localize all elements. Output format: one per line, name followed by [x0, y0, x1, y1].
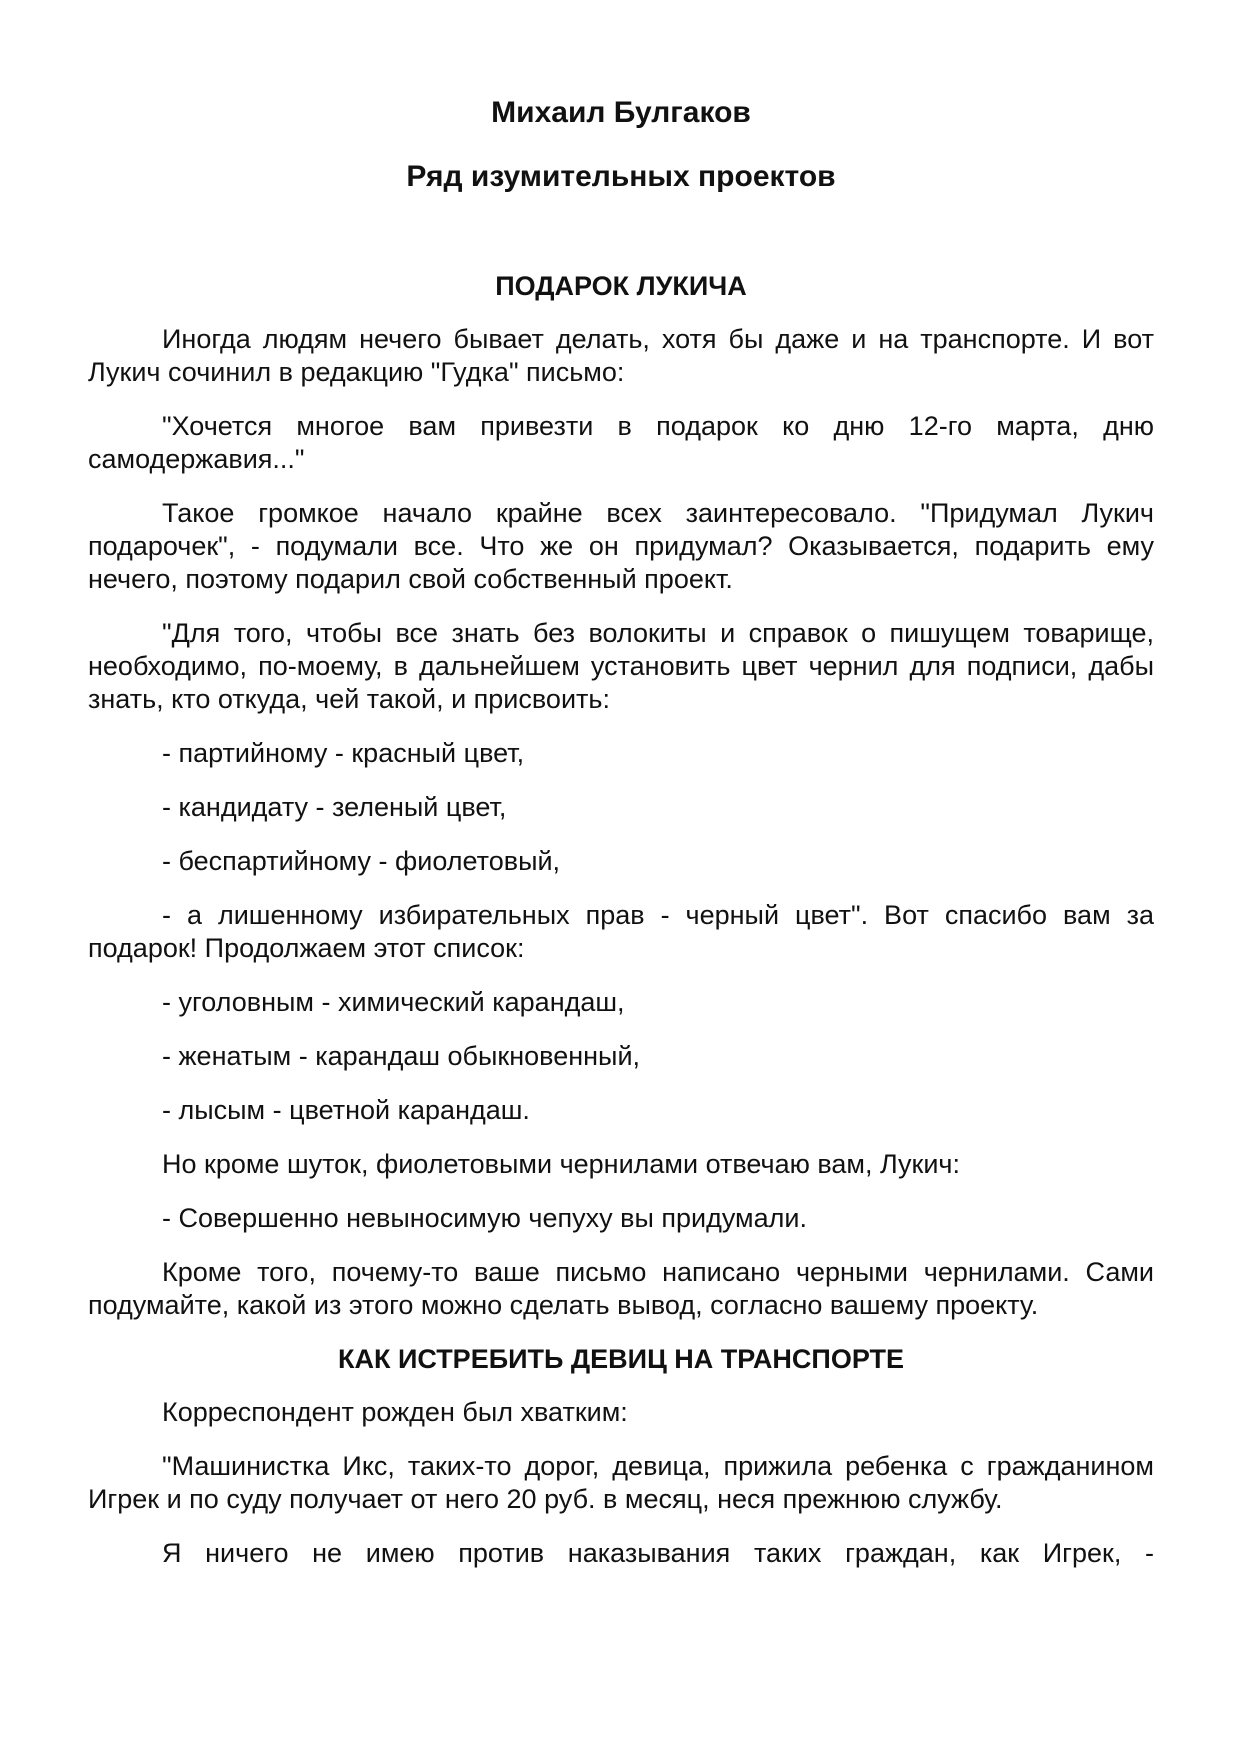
list-item: - партийному - красный цвет,: [162, 738, 525, 768]
author-name: Михаил Булгаков: [491, 96, 751, 129]
paragraph: "Хочется многое вам привезти в подарок ко дню 12-го марта, дню самодержавия...": [88, 411, 1154, 474]
work-title: Ряд изумительных проектов: [406, 160, 836, 193]
list-item: - беспартийному - фиолетовый,: [162, 846, 561, 876]
list-item: - женатым - карандаш обыкновенный,: [162, 1041, 641, 1071]
paragraph: "Машинистка Икс, таких-то дорог, девица, прижила ребенка с гражданином Игрек и по суду получает от него 20 руб. в месяц, неся прежнюю службу.: [88, 1451, 1154, 1514]
section-heading-lukich-gift: ПОДАРОК ЛУКИЧА: [495, 271, 747, 301]
list-item: - кандидату - зеленый цвет,: [162, 792, 507, 822]
paragraph: Корреспондент рожден был хватким:: [162, 1397, 628, 1427]
list-item: - лысым - цветной карандаш.: [162, 1095, 530, 1125]
paragraph: "Для того, чтобы все знать без волокиты и справок о пишущем товарище, необходимо, по-моему, в дальнейшем установить цвет чернил для подписи, дабы знать, кто откуда, чей такой, и присвоить:: [88, 618, 1154, 714]
paragraph: Иногда людям нечего бывает делать, хотя бы даже и на транспорте. И вот Лукич сочинил в редакцию "Гудка" письмо:: [88, 324, 1154, 387]
list-item: - уголовным - химический карандаш,: [162, 987, 625, 1017]
paragraph: Такое громкое начало крайне всех заинтересовало. "Придумал Лукич подарочек", - подумали все. Что же он придумал? Оказывается, подарить ему нечего, поэтому подарил свой собственный проект.: [88, 498, 1154, 594]
paragraph: - Совершенно невыносимую чепуху вы придумали.: [162, 1203, 807, 1233]
paragraph: - а лишенному избирательных прав - черный цвет". Вот спасибо вам за подарок! Продолжаем этот список:: [88, 900, 1154, 963]
document-body: [88, 270, 1154, 1591]
paragraph: Кроме того, почему-то ваше письмо написано черными чернилами. Сами подумайте, какой из этого можно сделать вывод, согласно вашему проекту.: [88, 1257, 1154, 1320]
section-heading-exterminate-girls: КАК ИСТРЕБИТЬ ДЕВИЦ НА ТРАНСПОРТЕ: [338, 1344, 904, 1374]
paragraph: Но кроме шуток, фиолетовыми чернилами отвечаю вам, Лукич:: [162, 1149, 960, 1179]
paragraph: Я ничего не имею против наказывания таких граждан, как Игрек, -: [162, 1538, 1154, 1568]
